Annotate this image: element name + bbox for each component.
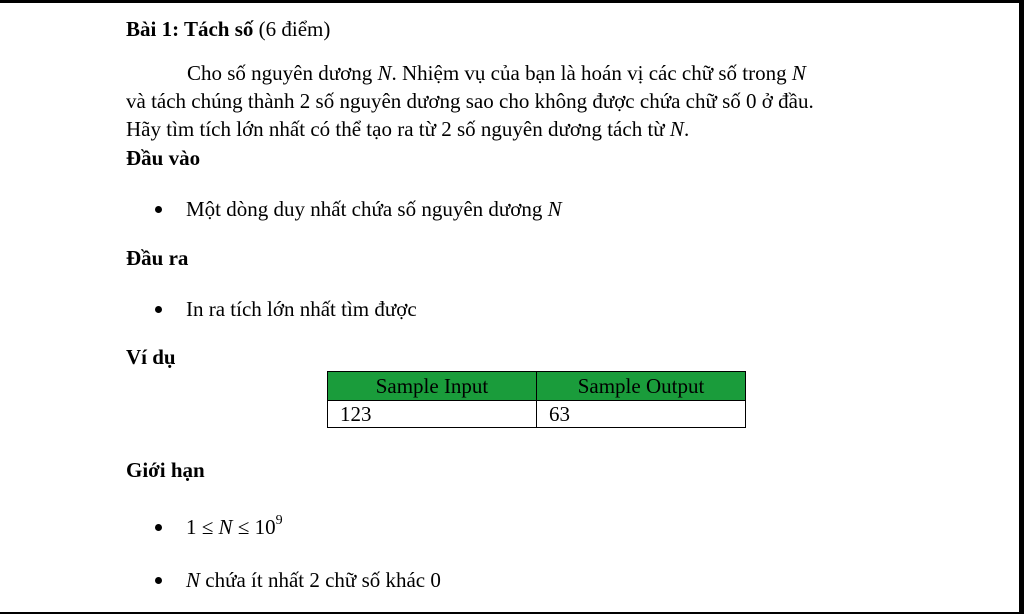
example-heading: Ví dụ (126, 345, 176, 369)
problem-statement (126, 59, 916, 143)
variable-n: N (218, 515, 233, 539)
statement-line-2: và tách chúng thành 2 số nguyên dương sao cho không được chứa chữ số 0 ở đầu. (126, 89, 814, 113)
sample-table (327, 371, 746, 428)
sample-input-header: Sample Input (328, 372, 537, 401)
math-text: ≤ 10 (232, 515, 276, 539)
input-bullet (155, 195, 562, 223)
statement-text: . (683, 117, 690, 141)
statement-text: Hãy tìm tích lớn nhất có thể tạo ra từ 2 số nguyên dương tách từ (126, 117, 670, 141)
input-heading: Đầu vào (126, 146, 201, 170)
output-bullet (155, 295, 417, 323)
limits-bullet-1 (155, 513, 283, 541)
table-row (328, 401, 746, 428)
variable-n: N (791, 61, 806, 85)
sample-input-cell: 123 (328, 401, 537, 428)
bullet-text: chứa ít nhất 2 chữ số khác 0 (200, 568, 441, 592)
bullet-dot-icon (155, 524, 162, 531)
math-text: 1 ≤ (186, 515, 219, 539)
variable-n: N (669, 117, 684, 141)
sample-output-header: Sample Output (537, 372, 746, 401)
limits-heading: Giới hạn (126, 458, 205, 482)
variable-n: N (186, 568, 201, 592)
statement-text: Cho số nguyên dương (187, 61, 378, 85)
limits-bullet-2 (155, 566, 441, 594)
problem-points: (6 điểm) (258, 17, 331, 41)
document-page (0, 3, 1019, 612)
exponent: 9 (275, 513, 283, 528)
statement-text: . Nhiệm vụ của bạn là hoán vị các chữ số trong (391, 61, 792, 85)
bullet-dot-icon (155, 306, 162, 313)
bullet-dot-icon (155, 206, 162, 213)
variable-n: N (377, 61, 392, 85)
statement-line-1 (126, 59, 916, 87)
problem-title-bold: Bài 1: Tách số (126, 17, 254, 41)
sample-table-header-row (328, 372, 746, 401)
variable-n: N (547, 197, 562, 221)
bullet-text: Một dòng duy nhất chứa số nguyên dương (186, 197, 548, 221)
bullet-text: In ra tích lớn nhất tìm được (186, 297, 417, 321)
output-heading: Đầu ra (126, 246, 189, 270)
bullet-dot-icon (155, 577, 162, 584)
problem-title (126, 15, 330, 43)
statement-line-3 (126, 115, 916, 143)
sample-output-cell: 63 (537, 401, 746, 428)
